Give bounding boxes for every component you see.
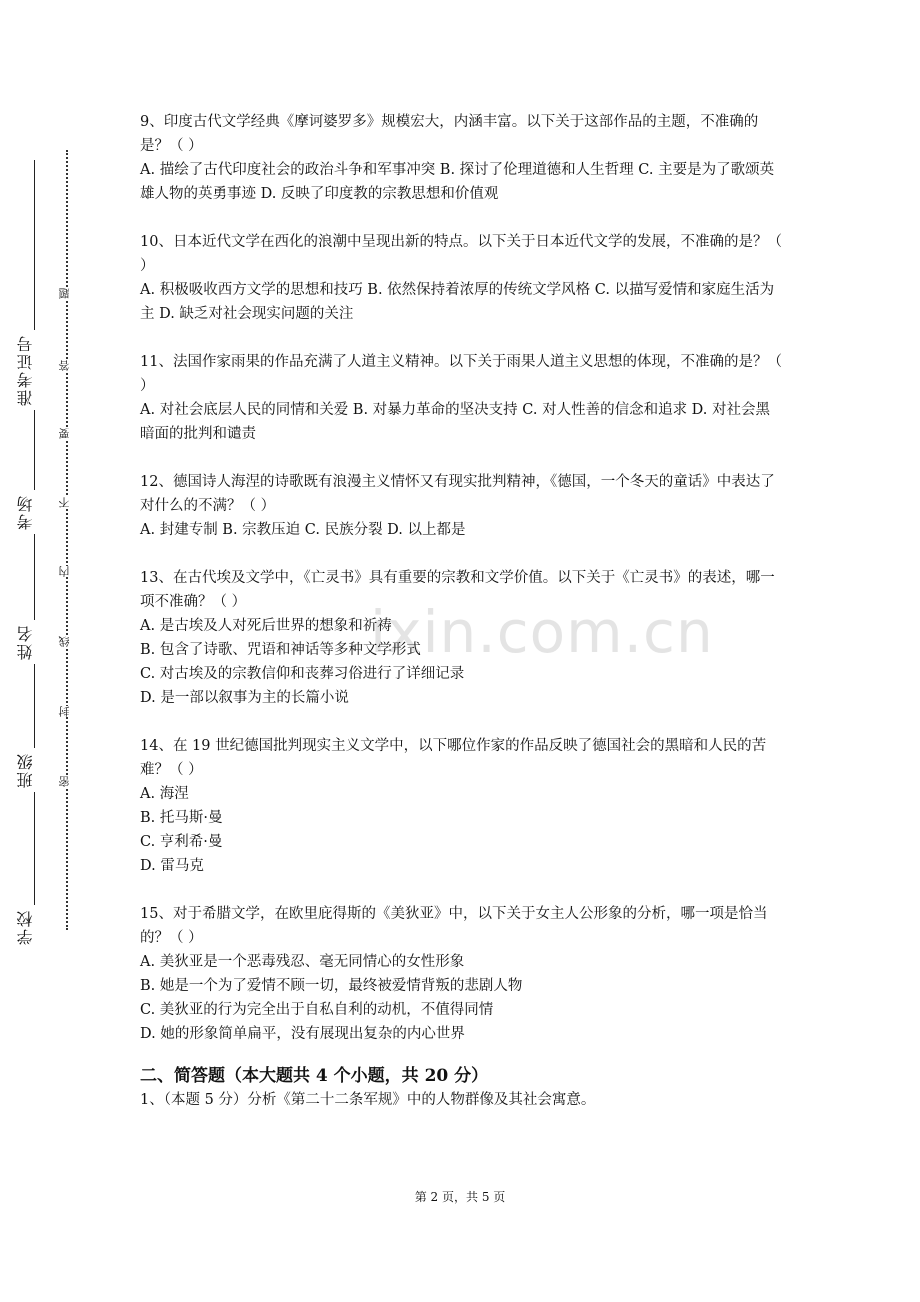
question-15: [140, 902, 782, 1046]
seal-char: 不: [57, 497, 75, 508]
watermark: ixin.com.cn: [370, 598, 714, 666]
option-a: A. 海涅: [140, 786, 189, 802]
option-a: A. 美狄亚是一个恶毒残忍、毫无同情心的女性形象: [140, 954, 465, 970]
question-10: [140, 230, 782, 326]
question-14: [140, 734, 782, 878]
question-11: [140, 350, 782, 446]
option-c: C. 对古埃及的宗教信仰和丧葬习俗进行了详细记录: [140, 666, 465, 682]
question-options: A. 描绘了古代印度社会的政治斗争和军事冲突 B. 探讨了伦理道德和人生哲理 C. 主要是为了歌颂英雄人物的英勇事迹 D. 反映了印度教的宗教思想和价值观: [140, 162, 775, 202]
seal-char: 密: [57, 776, 75, 787]
question-stem: 9、印度古代文学经典《摩诃婆罗多》规模宏大，内涵丰富。以下关于这部作品的主题，不准确的是？（ ）: [140, 114, 759, 154]
short-answer-item: 1、（本题 5 分）分析《第二十二条军规》中的人物群像及其社会寓意。: [140, 1092, 596, 1108]
question-stem: 13、在古代埃及文学中，《亡灵书》具有重要的宗教和文学价值。以下关于《亡灵书》的表述，哪一项不准确？（ ）: [140, 570, 775, 610]
seal-char: 要: [57, 428, 75, 439]
question-options: A. 封建专制 B. 宗教压迫 C. 民族分裂 D. 以上都是: [140, 522, 466, 538]
option-b: B. 托马斯·曼: [140, 810, 223, 826]
exam-room-label: 考场: [14, 490, 44, 534]
page-footer: 第 2 页，共 5 页: [414, 1190, 506, 1204]
binding-sidebar: [0, 0, 120, 1302]
option-b: B. 她是一个为了爱情不顾一切，最终被爱情背叛的悲剧人物: [140, 978, 523, 994]
question-stem: 12、德国诗人海涅的诗歌既有浪漫主义情怀又有现实批判精神，《德国，一个冬天的童话》中表达了对什么的不满？（ ）: [140, 474, 775, 514]
name-label: 姓名: [14, 620, 44, 664]
question-stem: 14、在 19 世纪德国批判现实主义文学中，以下哪位作家的作品反映了德国社会的黑暗和人民的苦难？（ ）: [140, 738, 767, 778]
question-12: [140, 470, 782, 542]
seal-char: 线: [57, 636, 75, 647]
fill-in-line: [34, 160, 35, 930]
question-9: [140, 110, 782, 206]
option-a: A. 是古埃及人对死后世界的想象和祈祷: [140, 618, 392, 634]
school-label: 学校: [14, 905, 44, 949]
question-stem: 10、日本近代文学在西化的浪潮中呈现出新的特点。以下关于日本近代文学的发展，不准确的是？（ ）: [140, 234, 782, 274]
option-c: C. 美狄亚的行为完全出于自私自利的动机，不值得同情: [140, 1002, 494, 1018]
question-stem: 11、法国作家雨果的作品充满了人道主义精神。以下关于雨果人道主义思想的体现，不准确的是？（ ）: [140, 354, 782, 394]
exam-content: [140, 110, 782, 1112]
question-options: A. 对社会底层人民的同情和关爱 B. 对暴力革命的坚决支持 C. 对人性善的信念和追求 D. 对社会黑暗面的批判和谴责: [140, 402, 771, 442]
exam-id-label: 准考证号: [14, 330, 44, 410]
seal-char: 题: [57, 288, 75, 299]
question-stem: 15、对于希腊文学，在欧里庇得斯的《美狄亚》中，以下关于女主人公形象的分析，哪一项是恰当的？（ ）: [140, 906, 768, 946]
question-options: A. 积极吸收西方文学的思想和技巧 B. 依然保持着浓厚的传统文学风格 C. 以描写爱情和家庭生活为主 D. 缺乏对社会现实问题的关注: [140, 282, 775, 322]
option-d: D. 是一部以叙事为主的长篇小说: [140, 690, 349, 706]
question-13: [140, 566, 782, 710]
option-d: D. 她的形象简单扁平，没有展现出复杂的内心世界: [140, 1026, 465, 1042]
seal-char: 答: [57, 360, 75, 371]
class-label: 班级: [14, 748, 44, 792]
seal-dotted-line: [66, 150, 68, 930]
seal-char: 封: [57, 706, 75, 717]
option-b: B. 包含了诗歌、咒语和神话等多种文学形式: [140, 642, 421, 658]
option-c: C. 亨利希·曼: [140, 834, 223, 850]
section-title: 二、简答题（本大题共 4 个小题，共 20 分）: [140, 1066, 489, 1086]
seal-char: 内: [57, 566, 75, 577]
option-d: D. 雷马克: [140, 858, 204, 874]
